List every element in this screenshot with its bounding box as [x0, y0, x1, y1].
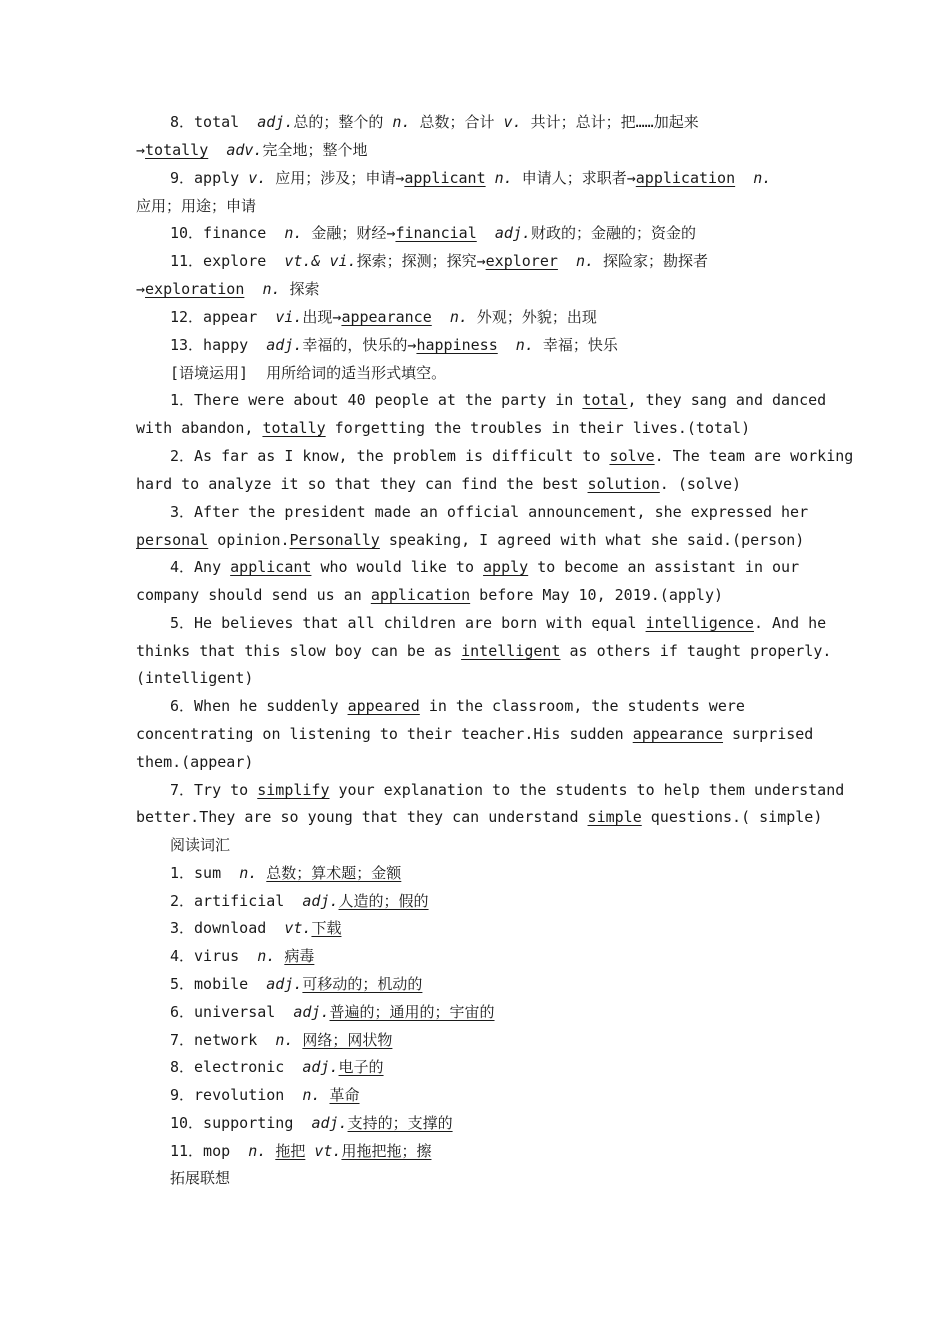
text-line [136, 807, 822, 827]
part-of-speech: adj. [302, 892, 339, 910]
line-text: 4．Any [170, 558, 231, 576]
line-text [208, 141, 226, 159]
part-of-speech: n. [257, 947, 276, 965]
line-text: . And he [753, 614, 827, 632]
part-of-speech: adj. [494, 224, 531, 242]
part-of-speech: adj. [257, 113, 294, 131]
line-text: , they sang and danced [627, 391, 827, 409]
line-text: speaking, I agreed with what she said.(person) [379, 531, 805, 549]
line-text: 4．virus [170, 947, 258, 965]
line-text: (intelligent) [136, 669, 254, 687]
line-text [257, 864, 266, 882]
line-text: → [136, 280, 146, 298]
part-of-speech: vt. [284, 919, 312, 937]
line-text [558, 252, 576, 270]
part-of-speech: n. [248, 1142, 267, 1160]
line-text: 3．download [170, 919, 285, 937]
line-text: surprised [723, 725, 814, 743]
line-text: 出现→ [302, 308, 342, 326]
answer-text: intelligent [461, 642, 561, 660]
line-text: to become an assistant in our [528, 558, 800, 576]
line-text: your explanation to the students to help them understand [329, 781, 845, 799]
line-text [244, 280, 262, 298]
line-text: company should send us an [136, 586, 371, 604]
answer-text: 可移动的；机动的 [302, 975, 423, 993]
answer-text: 支持的；支撑的 [347, 1114, 453, 1132]
part-of-speech: n. [494, 169, 513, 187]
part-of-speech: adj. [293, 1003, 330, 1021]
line-text: 幸福的，快乐的→ [302, 336, 417, 354]
line-text: forgetting the troubles in their lives.(total) [325, 419, 751, 437]
answer-text: financial [395, 224, 477, 242]
line-text: them.(appear) [136, 753, 254, 771]
text-line [136, 585, 723, 605]
answer-text: 革命 [329, 1086, 360, 1104]
line-text: thinks that this slow boy can be as [136, 642, 462, 660]
text-line [170, 1085, 360, 1105]
line-text: 应用；涉及；申请→ [266, 169, 405, 187]
line-text: with abandon, [136, 419, 263, 437]
answer-text: intelligence [645, 614, 754, 632]
part-of-speech: n. [392, 113, 411, 131]
line-text: 12．appear [170, 308, 276, 326]
line-text: who would like to [311, 558, 484, 576]
answer-text: applicant [230, 558, 312, 576]
text-line [170, 835, 230, 855]
part-of-speech: n. [753, 169, 772, 187]
line-text [486, 169, 495, 187]
part-of-speech: v. [248, 169, 267, 187]
text-line [136, 752, 253, 772]
part-of-speech: n. [575, 252, 595, 270]
line-text: 10．finance [170, 224, 285, 242]
line-text: 2．artificial [170, 892, 303, 910]
text-line [170, 1168, 230, 1188]
answer-text: apply [483, 558, 529, 576]
text-line [136, 196, 256, 216]
part-of-speech: n. [275, 1031, 294, 1049]
line-text: 6．universal [170, 1003, 294, 1021]
answer-text: simple [587, 808, 642, 826]
line-text: 5．mobile [170, 975, 267, 993]
answer-text: 人造的；假的 [338, 892, 429, 910]
answer-text: application [635, 169, 736, 187]
line-text [266, 1142, 275, 1160]
text-line [170, 780, 844, 800]
line-text: 2．As far as I know, the problem is difficult to [170, 447, 610, 465]
text-line [170, 223, 696, 243]
line-text: 7．network [170, 1031, 276, 1049]
text-line [170, 112, 699, 132]
line-text: 探索；探测；探究→ [356, 252, 486, 270]
answer-text: 网络；网状物 [302, 1031, 393, 1049]
answer-text: totally [145, 141, 209, 159]
line-text [320, 1086, 329, 1104]
line-text: 9．apply [170, 169, 249, 187]
text-line [170, 863, 401, 883]
text-line [170, 335, 618, 355]
line-text: 财政的；金融的；资金的 [530, 224, 696, 242]
answer-text: application [370, 586, 471, 604]
part-of-speech: vi. [275, 308, 303, 326]
text-line [136, 724, 813, 744]
line-text: . (solve) [659, 475, 742, 493]
text-line [170, 390, 826, 410]
line-text: 1．There were about 40 people at the party in [170, 391, 583, 409]
part-of-speech: n. [515, 336, 534, 354]
line-text [498, 336, 516, 354]
part-of-speech: adj. [311, 1114, 348, 1132]
line-text: . The team are working [654, 447, 854, 465]
answer-text: solve [609, 447, 655, 465]
text-line [170, 1030, 392, 1050]
line-text [735, 169, 753, 187]
text-line [170, 251, 708, 271]
line-text: 幸福；快乐 [533, 336, 618, 354]
part-of-speech: v. [503, 113, 522, 131]
answer-text: Personally [289, 531, 380, 549]
line-text: 7．Try to [170, 781, 258, 799]
line-text [477, 224, 495, 242]
line-text: 申请人；求职者→ [512, 169, 636, 187]
line-text: 10．supporting [170, 1114, 312, 1132]
text-line [136, 418, 750, 438]
line-text: better.They are so young that they can understand [136, 808, 588, 826]
answer-text: appearance [341, 308, 432, 326]
line-text: 应用；用途；申请 [136, 197, 257, 215]
line-text: in the classroom, the students were [419, 697, 745, 715]
answer-text: appeared [347, 697, 420, 715]
answer-text: totally [262, 419, 326, 437]
text-line [136, 641, 831, 661]
line-text: opinion. [208, 531, 290, 549]
line-text [305, 1142, 314, 1160]
part-of-speech: n. [262, 280, 281, 298]
line-text: 拓展联想 [170, 1169, 231, 1187]
answer-text: 总数；算术题；金额 [266, 864, 402, 882]
line-text: [语境运用] 用所给词的适当形式填空。 [170, 364, 447, 382]
answer-text: personal [136, 531, 209, 549]
text-line [170, 918, 341, 938]
answer-text: applicant [404, 169, 486, 187]
line-text: 1．sum [170, 864, 240, 882]
part-of-speech: adj. [302, 1058, 339, 1076]
text-line [170, 1002, 495, 1022]
answer-text: 病毒 [284, 947, 315, 965]
answer-text: 拖把 [275, 1142, 306, 1160]
answer-text: solution [587, 475, 660, 493]
line-text: 完全地；整个地 [262, 141, 368, 159]
part-of-speech: n. [239, 864, 258, 882]
answer-text: 电子的 [338, 1058, 384, 1076]
line-text: 11．mop [170, 1142, 249, 1160]
line-text: 6．When he suddenly [170, 697, 348, 715]
answer-text: explorer [485, 252, 558, 270]
answer-text: 下载 [311, 919, 342, 937]
text-line [136, 668, 253, 688]
line-text: 8．electronic [170, 1058, 303, 1076]
line-text: → [136, 141, 146, 159]
line-text: concentrating on listening to their teacher.His sudden [136, 725, 633, 743]
line-text: 8．total [170, 113, 258, 131]
part-of-speech: n. [449, 308, 468, 326]
part-of-speech: n. [284, 224, 303, 242]
line-text: 9．revolution [170, 1086, 303, 1104]
answer-text: total [582, 391, 628, 409]
line-text: 总的；整个的 [293, 113, 393, 131]
text-line [170, 613, 826, 633]
part-of-speech: n. [302, 1086, 321, 1104]
part-of-speech: adj. [266, 336, 303, 354]
line-text: hard to analyze it so that they can find the best [136, 475, 588, 493]
line-text: as others if taught properly. [560, 642, 832, 660]
text-line [170, 502, 808, 522]
answer-text: exploration [145, 280, 245, 298]
text-line [170, 557, 799, 577]
line-text: 外观；外貌；出现 [467, 308, 597, 326]
line-text: 探索 [280, 280, 320, 298]
answer-text: simplify [257, 781, 330, 799]
line-text [432, 308, 450, 326]
text-line [170, 946, 314, 966]
line-text: 金融；财经→ [302, 224, 396, 242]
line-text: 阅读词汇 [170, 836, 231, 854]
line-text: 总数；合计 [410, 113, 504, 131]
answer-text: appearance [632, 725, 724, 743]
line-text: 5．He believes that all children are born with equal [170, 614, 646, 632]
line-text: 探险家；勘探者 [594, 252, 709, 270]
text-line [170, 696, 745, 716]
text-line [136, 530, 804, 550]
part-of-speech: adv. [226, 141, 263, 159]
part-of-speech: adj. [266, 975, 303, 993]
text-line [136, 279, 320, 299]
text-line [170, 891, 429, 911]
text-line [170, 446, 853, 466]
text-line [170, 307, 597, 327]
answer-text: 用拖把拖；擦 [341, 1142, 432, 1160]
line-text: 13．happy [170, 336, 267, 354]
text-line [170, 974, 422, 994]
text-line [170, 1113, 453, 1133]
line-text [275, 947, 284, 965]
text-line [136, 474, 741, 494]
text-line [170, 1057, 384, 1077]
text-line [136, 140, 367, 160]
line-text: 3．After the president made an official announcement, she expressed her [170, 503, 809, 521]
part-of-speech: vt.& vi. [284, 252, 357, 270]
line-text: questions.( simple) [641, 808, 823, 826]
answer-text: happiness [416, 336, 498, 354]
line-text: 11．explore [170, 252, 285, 270]
line-text: 共计；总计；把……加起来 [521, 113, 699, 131]
text-line [170, 1141, 431, 1161]
part-of-speech: vt. [314, 1142, 342, 1160]
text-line [170, 363, 446, 383]
answer-text: 普遍的；通用的；宇宙的 [329, 1003, 495, 1021]
line-text: before May 10, 2019.(apply) [470, 586, 724, 604]
text-line [170, 168, 771, 188]
